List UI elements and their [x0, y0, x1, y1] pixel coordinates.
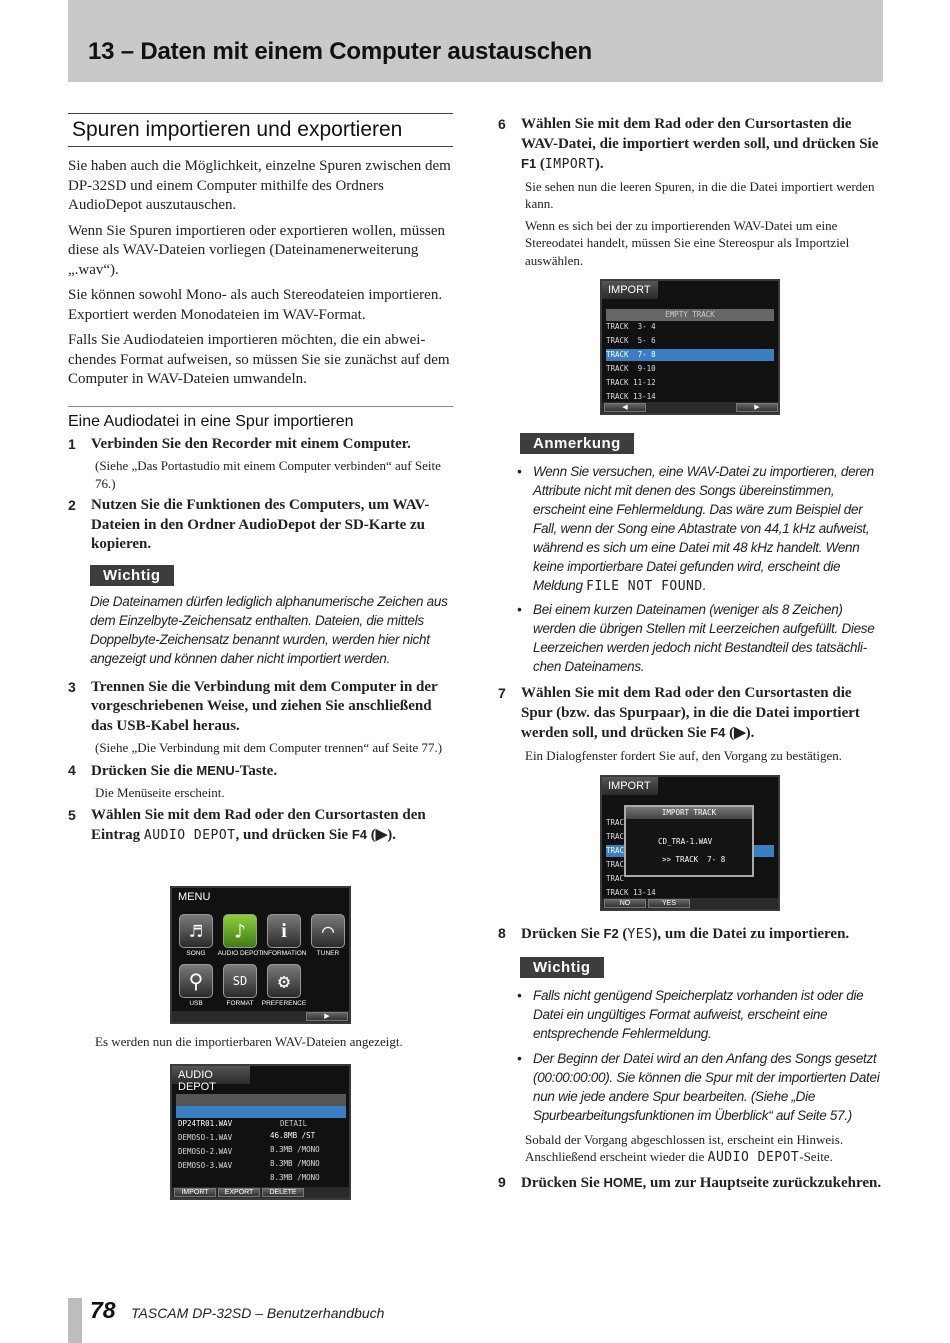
intro-paragraph: Wenn Sie Spuren importieren oder exportieren wollen, müssen diese als WAV-Dateien vorliegen (Dateinamenerweiterung „.wav“). [68, 222, 446, 278]
wichtig-text: Die Dateinamen dürfen lediglich alphanumerische Zeichen aus dem Einzelbyte-Zeichensatz enthalten. Dateien, die mittels Doppelbyte-Zeichensatz benannt wurden, werden hier nicht angezeigt und können daher nicht importiert werden. [90, 593, 448, 666]
step-number: 3 [68, 678, 76, 695]
step-1 [68, 435, 453, 455]
import-dialog-screen [600, 775, 780, 911]
anmerkung-text: Wenn Sie versuchen, eine WAV-Datei zu importieren, deren Attribute nicht mit denen des Songs übereinstimmen, erscheint eine Fehlermeldung. Das wäre zum Beispiel der Fall, wenn der Song eine Abtastrate von 44,1 kHz aufweist, während es sich um eine Datei mit 48 kHz handelt. Wenn keine importierbare Datei gefunden wird, erscheint die Meldung [533, 464, 874, 593]
f1-key-label: F1 [521, 156, 537, 171]
file-row[interactable] [176, 1148, 346, 1182]
step-2 [68, 496, 453, 555]
step-text-suffix: (▶). [366, 827, 397, 843]
f2-key-label: F2 [603, 926, 619, 941]
bullet-icon: • [517, 464, 522, 479]
export-button[interactable]: EXPORT [218, 1188, 260, 1197]
step-note: Wenn es sich bei der zu importierenden WAV-Datei um eine Stereodatei handelt, müssen Sie eine Stereospur als Importziel auswählen. [525, 217, 850, 268]
audio-depot-title: AUDIO DEPOT [172, 1066, 250, 1084]
step-text: Trennen Sie die Verbindung mit dem Computer in der vorgeschriebenen Weise, und ziehen Sie anschließend das USB-Kabel heraus. [91, 678, 438, 734]
footer-bar [68, 1298, 82, 1343]
step-text-suffix: -Taste. [234, 762, 278, 779]
f4-key-label: F4 [351, 827, 367, 842]
file-detail: 8.3MB /MONO [270, 1173, 320, 1182]
import-button-bar [602, 402, 778, 413]
menu-label-tuner: TUNER [316, 950, 340, 957]
menu-screen [170, 886, 351, 1024]
step-note: (Siehe „Das Portastudio mit einem Computer verbinden“ auf Seite 76.) [95, 458, 441, 491]
step-7 [498, 684, 882, 744]
file-detail: 8.3MB /MONO [270, 1159, 320, 1168]
audio-depot-screen [170, 1064, 351, 1200]
step-text-suffix: ), um die Datei zu importieren. [652, 926, 850, 942]
delete-button[interactable]: DELETE [262, 1188, 304, 1197]
step-note: Sie sehen nun die leeren Spuren, in die die Datei importiert werden kann. [525, 178, 875, 211]
wichtig-box [498, 957, 882, 978]
confirm-dialog [624, 805, 754, 877]
col-detail: DETAIL [280, 1119, 308, 1128]
step-text-mid: , und drücken Sie [235, 827, 352, 843]
step-9 [498, 1173, 882, 1194]
sd-card-icon[interactable]: SD [223, 964, 257, 998]
file-name: DEMOSO-3.WAV [178, 1161, 233, 1170]
anmerkung-bullet [516, 462, 882, 596]
tuner-icon[interactable]: ◠ [311, 914, 345, 948]
wichtig-bullet [516, 1049, 882, 1125]
file-name: DEMOSO-1.WAV [178, 1133, 233, 1142]
step-3 [68, 678, 453, 737]
no-button[interactable]: NO [604, 899, 646, 908]
intro-paragraph: Sie können sowohl Mono- als auch Stereodateien importieren. Exportiert werden Monodateien im WAV-Format. [68, 287, 443, 323]
song-icon[interactable]: ♬ [179, 914, 213, 948]
track-row[interactable]: TRACK 9-10 [606, 364, 656, 373]
import-screen [600, 279, 780, 415]
step-note: Ein Dialogfenster fordert Sie auf, den Vorgang zu bestätigen. [525, 747, 842, 763]
step-text: Drücken Sie [521, 1174, 604, 1191]
anmerkung-box [498, 433, 882, 454]
file-detail: 8.3MB /MONO [270, 1145, 320, 1154]
anmerkung-bullet [516, 600, 882, 676]
step-number: 1 [68, 435, 76, 452]
menu-label-preference: PREFERENCE [261, 1000, 307, 1007]
import-dialog-screen-title: IMPORT [602, 777, 658, 795]
file-name: DP24TR01.WAV [178, 1119, 233, 1128]
final-note-text: Sobald der Vorgang abgeschlossen ist, erscheint ein Hinweis. Anschließend erscheint wieder die [525, 1131, 844, 1164]
file-name: DEMOSO-2.WAV [178, 1147, 233, 1156]
chapter-title: 13 – Daten mit einem Computer austauschen [88, 38, 592, 65]
step-text: Wählen Sie mit dem Rad oder den Cursortasten die WAV-Datei, die importiert werden soll, und drücken Sie [521, 116, 879, 152]
back-arrow-button[interactable]: ◀ [604, 403, 646, 412]
preference-icon[interactable]: ⚙ [267, 964, 301, 998]
step-text: Drücken Sie die [91, 762, 197, 779]
track-row[interactable]: TRACK 5- 6 [606, 336, 656, 345]
step-note: (Siehe „Die Verbindung mit dem Computer trennen“ auf Seite 77.) [95, 740, 443, 755]
menu-label-audio-depot: AUDIO DEPOT [217, 950, 263, 957]
wichtig-text: Der Beginn der Datei wird an den Anfang des Songs gesetzt (00:00:00:00). Sie können die Spur mit der importierten Datei nun wie jede andere Spur bearbeiten. (Siehe „Die Spurbearbeitungsfunktionen im Überblick“ auf Seite 57.) [533, 1050, 880, 1123]
step-text: Wählen Sie mit dem Rad oder den Cursortasten den Eintrag [91, 806, 426, 843]
step-text: Wählen Sie mit dem Rad oder den Cursortasten die Spur (bzw. das Spurpaar), in die die Datei importiert werden soll, und drücken Sie [521, 685, 860, 741]
lcd-text: IMPORT [544, 157, 595, 172]
step-5 [68, 806, 453, 846]
right-column-bottom [498, 922, 882, 1193]
track-row[interactable]: TRACK 7- 8 [606, 349, 774, 361]
yes-button[interactable]: YES [648, 899, 690, 908]
import-dialog-button-bar [602, 898, 778, 909]
step-number: 2 [68, 497, 76, 513]
audio-depot-button-bar [172, 1187, 349, 1198]
track-row-bg: TRACK 13-14 [606, 888, 656, 897]
empty-track-header: EMPTY TRACK [606, 309, 774, 321]
after-menu-note: Es werden nun die importierbaren WAV-Dateien angezeigt. [95, 1034, 403, 1049]
subsection-title: Eine Audiodatei in eine Spur importieren [68, 406, 453, 431]
next-arrow-button[interactable]: ▶ [306, 1012, 348, 1021]
intro-paragraph: Sie haben auch die Möglichkeit, einzelne Spuren zwischen dem DP-32SD und einem Computer mithilfe des Ordners AudioDepot auszutauschen. [68, 158, 451, 213]
dialog-title: IMPORT TRACK [626, 807, 752, 819]
lcd-text: AUDIO DEPOT [707, 1150, 800, 1165]
track-row[interactable]: TRACK 3- 4 [606, 322, 656, 331]
bullet-icon: • [517, 987, 522, 1003]
wichtig-label: Wichtig [520, 957, 604, 978]
track-row[interactable]: TRACK 11-12 [606, 378, 656, 387]
audio-depot-icon[interactable]: ♪ [223, 914, 257, 948]
step-4 [68, 761, 453, 782]
step-text-suffix: (▶). [725, 725, 755, 741]
step-text: Nutzen Sie die Funktionen des Computers, um WAV-Dateien in den Ordner AudioDepot der SD-Karte zu kopieren. [91, 497, 430, 552]
final-note [498, 1131, 882, 1167]
step-number: 9 [498, 1173, 506, 1190]
step-6: 6 Wählen Sie mit dem Rad oder den Cursortasten die WAV-Datei, die importiert werden soll, und drücken Sie F1 (IMPORT). [498, 116, 879, 172]
track-row-bg: TRAC [606, 832, 625, 841]
step-note: Die Menüseite erscheint. [95, 785, 225, 800]
track-row-bg: TRAC [606, 860, 625, 869]
wichtig-text: Falls nicht genügend Speicherplatz vorhanden ist oder die Datei ein ungültiges Format aufweist, erscheint eine entsprechende Fehlermeldung. [533, 987, 864, 1041]
home-key-label: HOME [603, 1174, 643, 1190]
anmerkung-text-suffix: . [702, 578, 707, 593]
step-8: 8 Drücken Sie F2 (YES), um die Datei zu importieren. [498, 925, 850, 942]
menu-key-label: MENU [196, 762, 235, 778]
intro-paragraph: Falls Sie Audiodateien importieren möchten, die ein abweichendes Format aufweisen, so müssen Sie sie zunächst auf dem Computer in WAV-Dateien umwandeln. [68, 332, 450, 387]
track-row-bg: TRAC [606, 818, 625, 827]
step-number: 6 [498, 116, 506, 132]
usb-icon[interactable]: ⚲ [179, 964, 213, 998]
left-column [68, 113, 453, 846]
information-icon[interactable]: i [267, 914, 301, 948]
wichtig-label: Wichtig [90, 565, 174, 586]
step-text: Verbinden Sie den Recorder mit einem Computer. [91, 435, 411, 452]
anmerkung-label: Anmerkung [520, 433, 634, 454]
menu-screen-title: MENU [172, 888, 351, 906]
section-title: Spuren importieren und exportieren [68, 113, 453, 147]
step-number: 7 [498, 685, 506, 701]
track-row-bg: TRAC [606, 874, 625, 883]
import-button[interactable]: IMPORT [174, 1188, 216, 1197]
next-arrow-button[interactable]: ▶ [736, 403, 778, 412]
menu-label-information: INFORMATION [261, 950, 307, 957]
menu-label-song: SONG [186, 950, 206, 957]
right-column-mid [498, 433, 882, 768]
import-screen-title: IMPORT [602, 281, 658, 299]
lcd-text: AUDIO DEPOT [143, 828, 236, 843]
wichtig-box [68, 565, 453, 586]
lcd-text: FILE NOT FOUND [586, 579, 703, 594]
bullet-icon: • [517, 602, 522, 617]
dialog-file: CD_TRA-1.WAV [658, 837, 713, 846]
menu-label-usb: USB [189, 1000, 203, 1007]
menu-button-bar [172, 1011, 349, 1022]
bullet-icon: • [517, 1050, 522, 1066]
step-number: 4 [68, 761, 76, 778]
right-column [498, 113, 882, 273]
dialog-target: >> TRACK 7- 8 [662, 855, 726, 864]
lcd-text: YES [627, 927, 653, 942]
step-text: Drücken Sie [521, 926, 604, 942]
track-row[interactable]: TRACK 13-14 [606, 392, 656, 401]
anmerkung-text: Bei einem kurzen Dateinamen (weniger als 8 Zeichen) werden die übrigen Stellen mit Leerzeichen aufgefüllt. Diese Leerzeichen werden jedoch nicht Bestandteil des tatsächlichen Dateinamens. [533, 602, 875, 674]
file-detail: 46.8MB /ST [270, 1131, 316, 1140]
wichtig-bullet [516, 986, 882, 1043]
menu-label-format: FORMAT [226, 1000, 254, 1007]
step-text-suffix: , um zur Hauptseite zurückzukehren. [642, 1174, 882, 1191]
step-number: 8 [498, 925, 506, 941]
manual-title: TASCAM DP-32SD – Benutzerhandbuch [131, 1305, 385, 1321]
step-number: 5 [68, 806, 76, 823]
page-number: 78 [90, 1297, 116, 1323]
f4-key-label: F4 [710, 725, 726, 740]
final-note-suffix: -Seite. [799, 1149, 833, 1164]
track-row-bg: TRAC [606, 845, 774, 857]
